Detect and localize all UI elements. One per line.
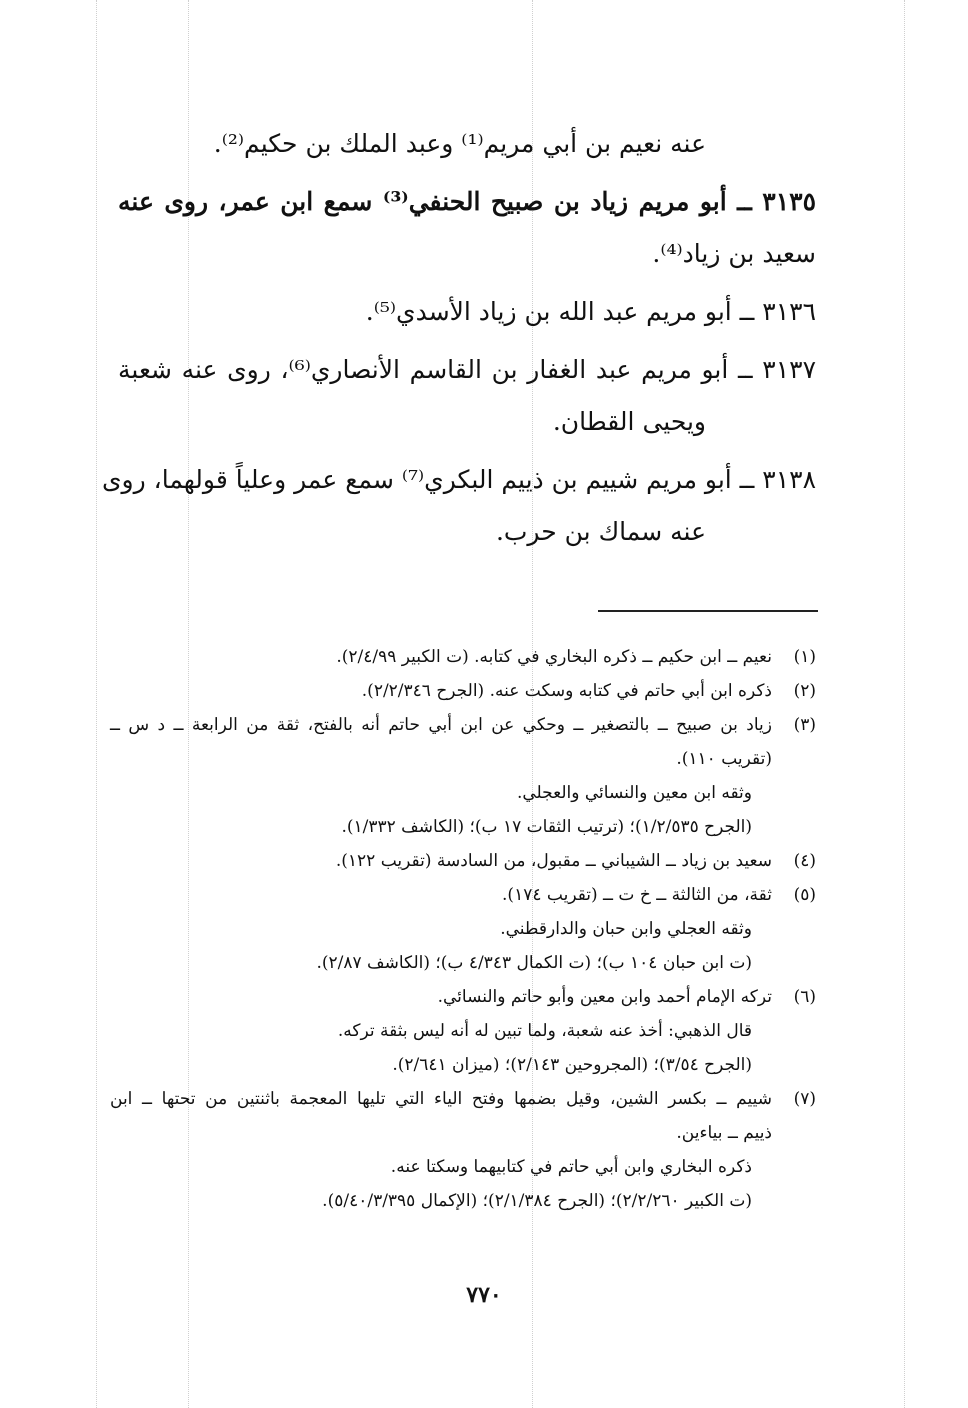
footnote-number: (٧) — [793, 1089, 816, 1109]
footnote-text: شييم ــ بكسر الشين، وقيل بضمها وفتح الياء التي تليها المعجمة باثنتين من تحتها ــ ابن — [110, 1089, 772, 1109]
footnote-6 — [110, 980, 816, 1014]
main-line-1: عنه نعيم بن أبي مريم⁽¹⁾ وعبد الملك بن حكيم⁽²⁾. — [213, 129, 706, 158]
page-number: ٧٧٠ — [466, 1282, 502, 1308]
footnote-number: (١) — [793, 647, 816, 667]
entry-3137: ٣١٣٧ ــ أبو مريم عبد الغفار بن القاسم الأنصاري⁽⁶⁾، روى عنه شعبة — [118, 355, 816, 384]
footnote-5 — [110, 878, 816, 912]
footnote-3-continued: (تقريب ١١٠). — [676, 749, 772, 769]
footnote-text: تركه الإمام أحمد وابن معين وأبو حاتم والنسائي. — [437, 987, 772, 1007]
footnote-2 — [110, 674, 816, 708]
footnote-number: (٤) — [793, 851, 816, 871]
footnote-divider — [598, 610, 818, 612]
footnote-5-note: وثقه العجلي وابن حبان والدارقطني. — [500, 919, 752, 939]
footnote-number: (٢) — [793, 681, 816, 701]
footnote-3 — [110, 708, 816, 742]
footnote-7-continued: ذييم ــ بياءين. — [676, 1123, 772, 1143]
footnote-4 — [110, 844, 816, 878]
main-text — [101, 118, 816, 558]
footnote-number: (٦) — [793, 987, 816, 1007]
entry-3135: ٣١٣٥ ــ أبو مريم زياد بن صبيح الحنفي⁽³⁾ سمع ابن عمر، روى عنه — [118, 187, 816, 216]
footnote-number: (٥) — [793, 885, 816, 905]
entry-3135-continued: سعيد بن زياد⁽⁴⁾. — [652, 239, 816, 268]
footnote-7-references: (ت الكبير ٢/٢/٢٦٠)؛ (الجرح ٢/١/٣٨٤)؛ (الإكمال ٥/٤٠/٣/٣٩٥). — [322, 1191, 752, 1211]
footnote-3-references: (الجرح ١/٢/٥٣٥)؛ (ترتيب الثقات ١٧ ب)؛ (الكاشف ١/٣٣٢). — [341, 817, 752, 837]
footnote-number: (٣) — [793, 715, 816, 735]
footnote-text: نعيم ــ ابن حكيم ــ ذكره البخاري في كتابه. (ت الكبير ٢/٤/٩٩). — [336, 647, 772, 667]
footnote-text: زياد بن صبيح ــ بالتصغير ــ وحكي عن ابن أبي حاتم أنه بالفتح، ثقة من الرابعة ــ د س ــ — [110, 715, 772, 735]
footnote-6-note: قال الذهبي: أخذ عنه شعبة، ولما تبين له أنه ليس بثقة تركه. — [337, 1021, 752, 1041]
footnote-6-references: (الجرح ٣/٥٤)؛ (المجروحين ٢/١٤٣)؛ (ميزان ٢/٦٤١). — [392, 1055, 752, 1075]
footnote-text: ذكره ابن أبي حاتم في كتابه وسكت عنه. (الجرح ٢/٢/٣٤٦). — [361, 681, 772, 701]
entry-3137-continued: ويحيى القطان. — [552, 407, 706, 436]
footnote-text: ثقة، من الثالثة ــ خ ت ــ (تقريب ١٧٤). — [502, 885, 772, 905]
footnote-7 — [110, 1082, 816, 1116]
footnote-7-note: ذكره البخاري وابن أبي حاتم في كتابيهما وسكتا عنه. — [390, 1157, 752, 1177]
footnote-1 — [110, 640, 816, 674]
entry-3138: ٣١٣٨ ــ أبو مريم شييم بن ذييم البكري⁽⁷⁾ سمع عمر وعلياً قولهما، روى — [101, 465, 816, 494]
entry-3138-continued: عنه سماك بن حرب. — [495, 517, 706, 546]
footnotes — [110, 640, 816, 1218]
footnote-text: سعيد بن زياد ــ الشيباني ــ مقبول، من السادسة (تقريب ١٢٢). — [335, 851, 772, 871]
footnote-3-note: وثقه ابن معين والنسائي والعجلي. — [516, 783, 752, 803]
footnote-5-references: (ت ابن حبان ١٠٤ ب)؛ (ت الكمال ٤/٣٤٣ ب)؛ (الكاشف ٢/٨٧). — [316, 953, 752, 973]
entry-3136: ٣١٣٦ ــ أبو مريم عبد الله بن زياد الأسدي⁽⁵⁾. — [365, 297, 816, 326]
